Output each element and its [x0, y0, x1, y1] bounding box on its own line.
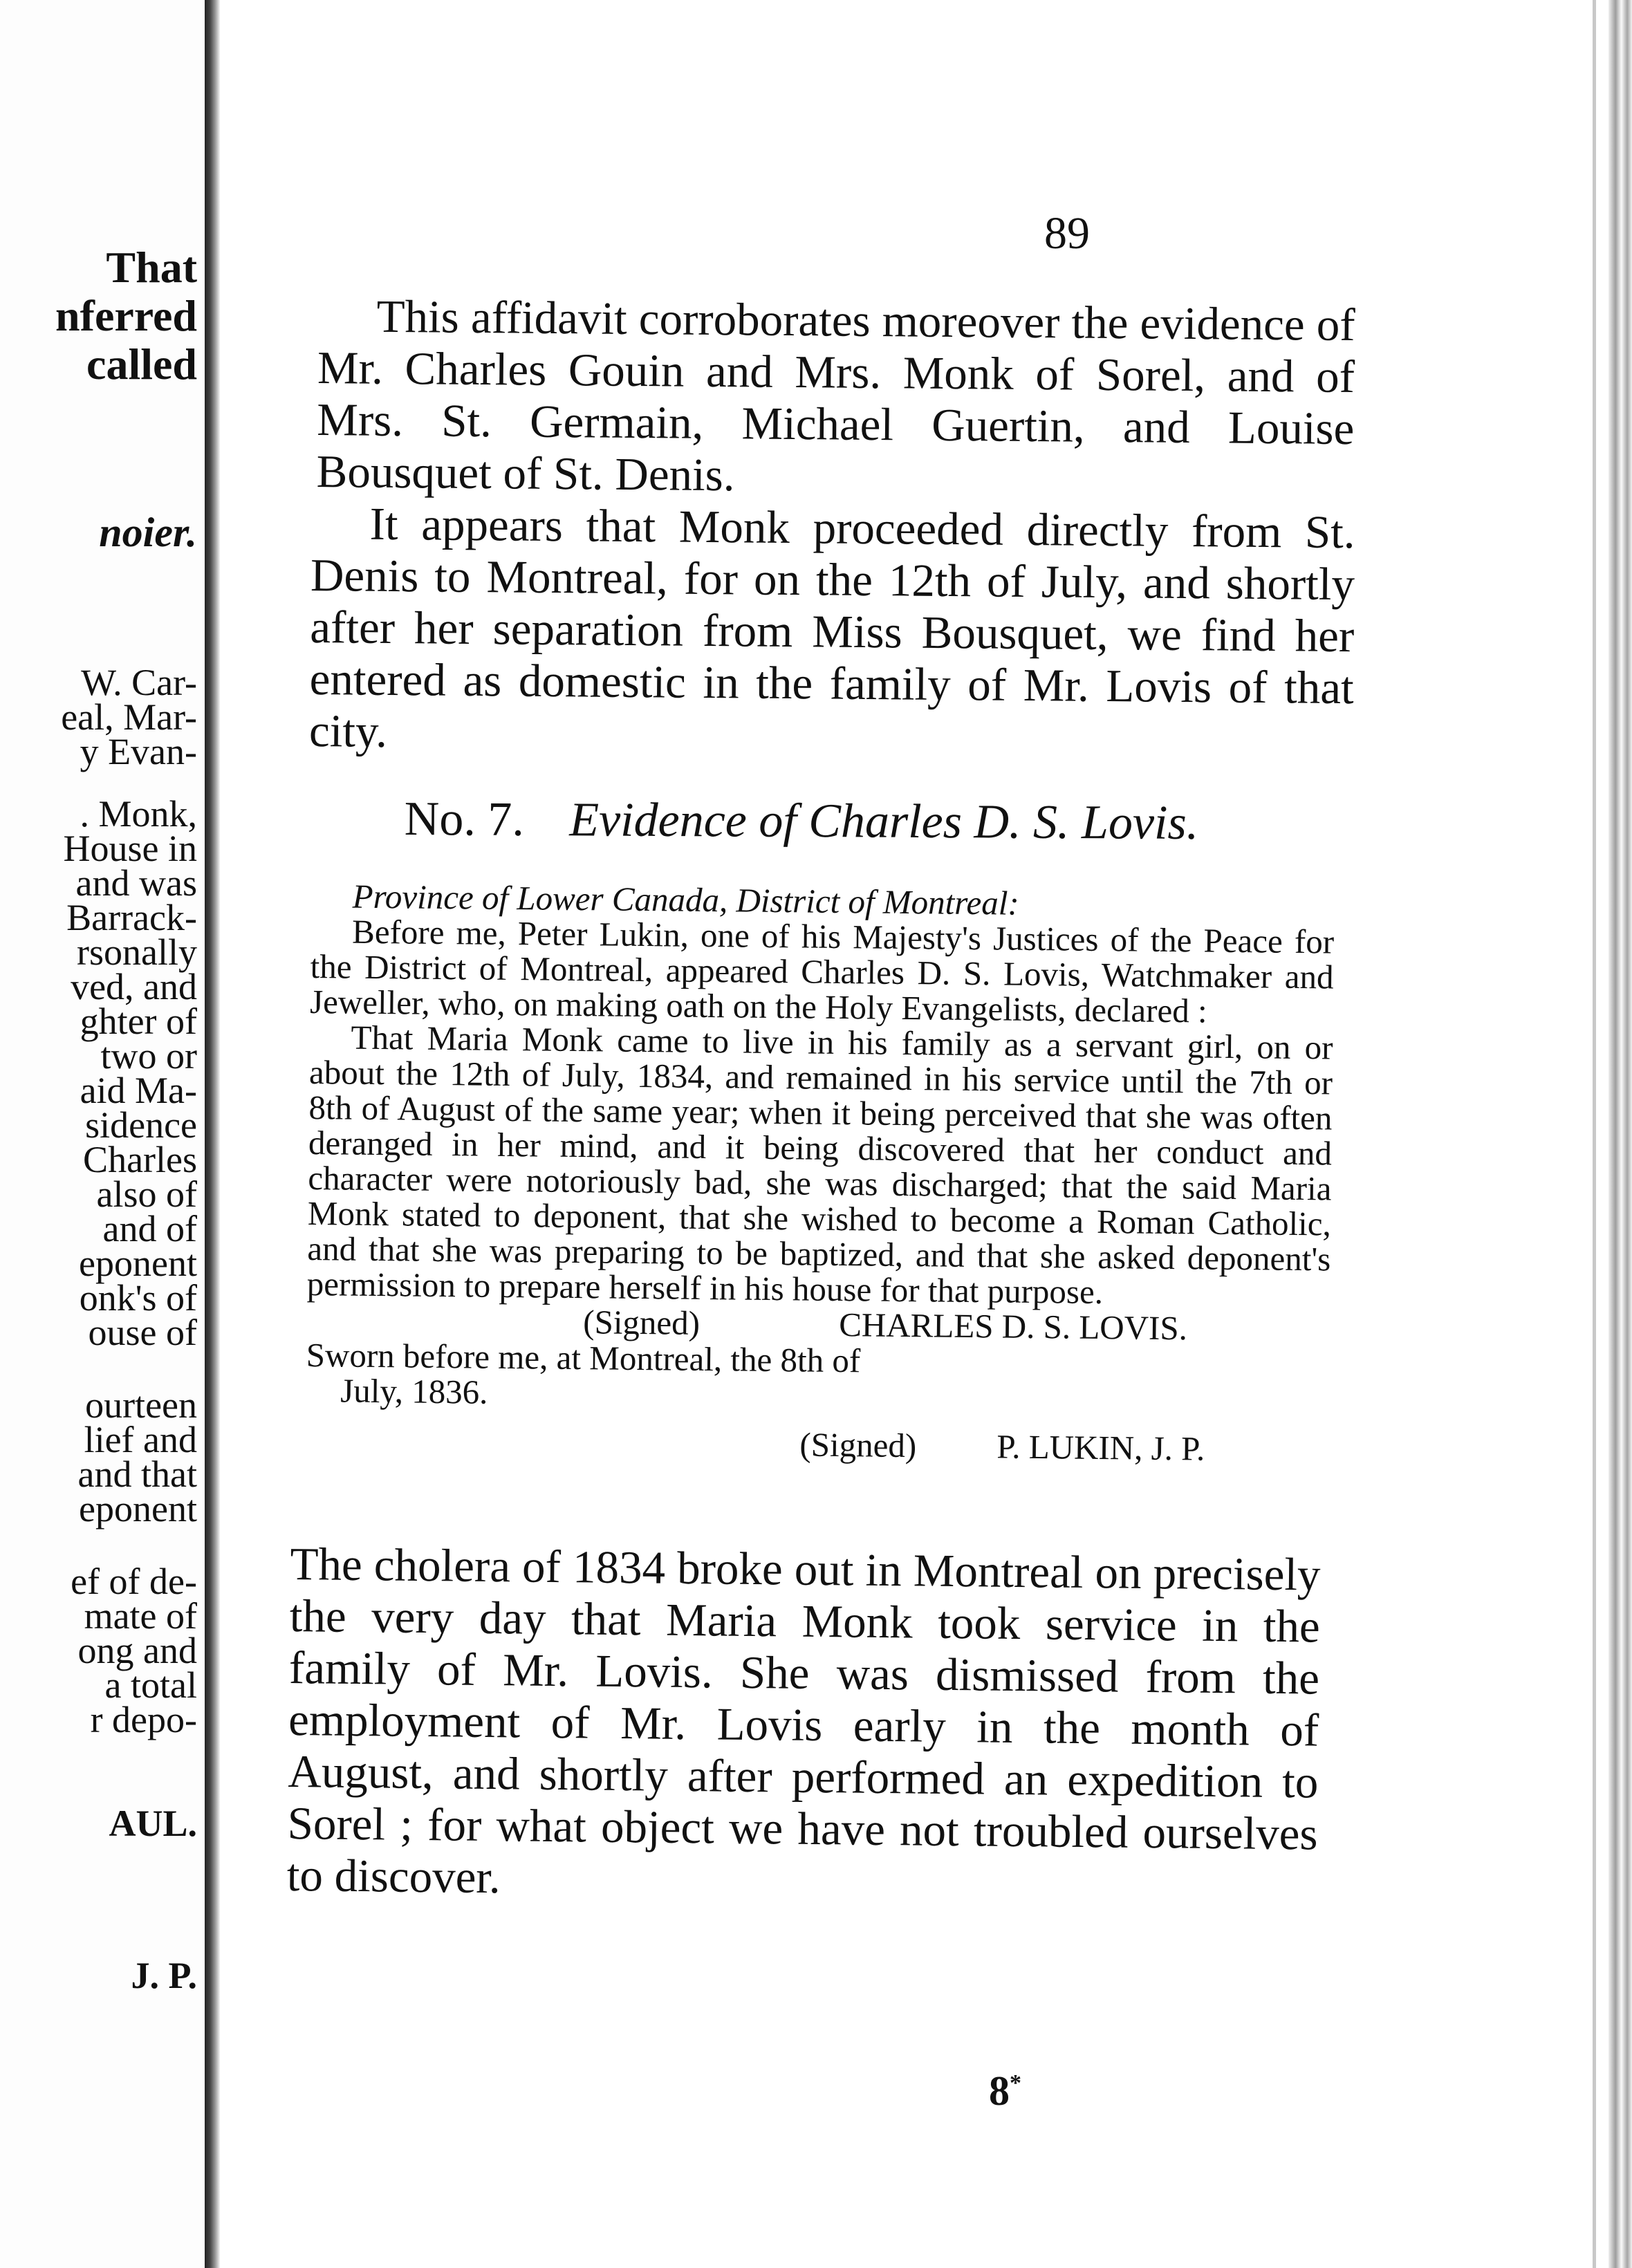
left-line: AUL. — [109, 1803, 197, 1844]
left-line: eponent — [79, 1488, 197, 1530]
facing-page-fragment — [0, 0, 211, 2268]
paragraph: This affidavit corroborates moreover the evidence of Mr. Charles Gouin and Mrs. Monk of Sorel, and of Mrs. St. Germain, Michael Guertin, and Louise Bousquet of St. Denis. — [316, 290, 1355, 501]
left-line: ef of de- — [71, 1561, 197, 1602]
sworn-date: July, 1836. — [340, 1371, 488, 1411]
affidavit-body: That Maria Monk came to live in his family as a servant girl, on or about the 12th of July, 1834, and remained in his service until the 7th or 8th of August of the same year; when it being perceived that she was often deranged in her mind, and it being discovered that her conduct and character were notoriously bad, she was discharged; that the said Maria Monk stated to deponent, that she wished to become a Roman Catholic, and that she was preparing to be baptized, and that she asked deponent's permission to prepare herself in his house for that purpose. — [306, 1018, 1333, 1312]
signed-label: (Signed) — [799, 1425, 917, 1465]
left-line: eal, Mar- — [61, 696, 197, 738]
page-number: 89 — [1044, 208, 1090, 259]
page-edges — [1608, 0, 1632, 2268]
left-line: J. P. — [131, 1955, 197, 1996]
left-line: . Monk, — [80, 793, 197, 835]
left-line: Charles — [83, 1139, 197, 1180]
left-line: That — [106, 243, 197, 292]
province-line: Province of Lower Canada, District of Montreal: — [352, 877, 1020, 922]
signature-row — [305, 1422, 1328, 1468]
left-line: aid Ma- — [80, 1070, 197, 1111]
paragraph: It appears that Monk proceeded directly from St. Denis to Montreal, for on the 12th of July, and shortly after her separation from Miss Bousquet, we find her entered as domestic in the family of Mr. Lovis of that city. — [308, 498, 1355, 757]
left-line: eponent — [79, 1243, 197, 1284]
sworn-line: Sworn before me, at Montreal, the 8th of — [306, 1335, 861, 1380]
left-line: also of — [96, 1173, 197, 1215]
left-line: onk's of — [79, 1277, 197, 1319]
left-line: and of — [102, 1208, 197, 1249]
signer-name: P. LUKIN, J. P. — [996, 1427, 1205, 1468]
signed-label: (Signed) — [583, 1303, 701, 1342]
left-line: W. Car- — [81, 662, 197, 703]
left-line: ourteen — [85, 1384, 197, 1426]
page-edge-line — [1593, 0, 1596, 2268]
affidavit-intro: Before me, Peter Lukin, one of his Majesty's Justices of the Peace for the District of Montreal, appeared Charles D. S. Lovis, Watchmaker and Jeweller, who, on making oath on the Holy Evangelists, declared : — [309, 912, 1335, 1030]
main-page — [228, 0, 1577, 2268]
left-line: sidence — [85, 1104, 197, 1146]
left-line: a total — [104, 1664, 197, 1706]
signer-name: CHARLES D. S. LOVIS. — [838, 1305, 1188, 1348]
section-heading — [405, 792, 1199, 851]
signature-mark: 8* — [989, 2068, 1021, 2114]
left-line: lief and — [84, 1419, 197, 1460]
left-line: ouse of — [88, 1312, 197, 1353]
left-line: called — [86, 340, 197, 389]
left-line: y Evan- — [80, 731, 197, 772]
left-line: mate of — [84, 1595, 197, 1637]
heading-title: Evidence of Charles D. S. Lovis. — [569, 793, 1199, 850]
left-line: rsonally — [77, 931, 197, 973]
paragraph: The cholera of 1834 broke out in Montreal on precisely the very day that Maria Monk took service in the family of Mr. Lovis. She was dismissed from the employment of Mr. Lovis early in the month of August, and shortly after performed an expedition to Sorel ; for what object we have not troubled ourselves to discover. — [286, 1539, 1321, 1904]
left-line: nferred — [55, 291, 197, 340]
left-line: and that — [77, 1453, 197, 1495]
left-line: ved, and — [71, 966, 197, 1007]
left-line: House in — [63, 828, 197, 869]
left-line: two or — [100, 1035, 197, 1077]
left-line: ghter of — [80, 1001, 197, 1042]
book-gutter — [205, 0, 220, 2268]
heading-number: No. 7. — [404, 792, 525, 846]
affidavit — [305, 878, 1335, 1468]
left-line: ong and — [77, 1630, 197, 1671]
left-line: and was — [75, 862, 197, 904]
left-line: Barrack- — [66, 897, 197, 938]
left-line: r depo- — [90, 1699, 197, 1740]
left-line: noier. — [99, 510, 197, 555]
